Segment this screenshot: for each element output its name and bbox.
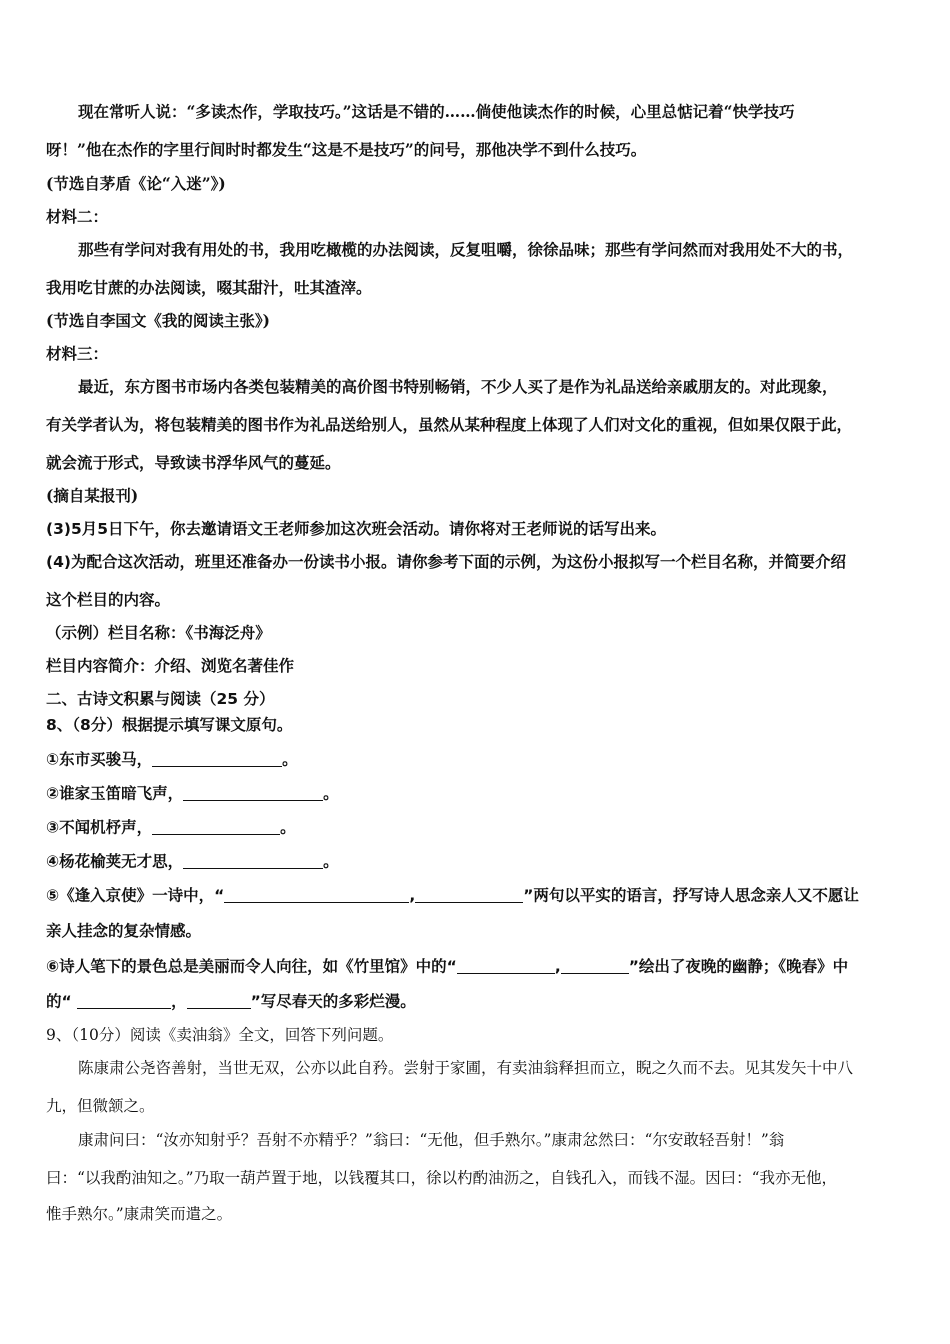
item-2-prompt: ②谁家玉笛暗飞声， (46, 784, 184, 803)
item-6-desc-2: ”写尽春天的多彩烂漫。 (250, 992, 416, 1011)
example-column-intro: 栏目内容简介：介绍、浏览名著佳作 (46, 657, 295, 675)
answer-blank[interactable] (561, 957, 629, 974)
question-8-item-6 (46, 957, 916, 976)
question-4-line1: (4)为配合这次活动，班里还准备办一份读书小报。请你参考下面的示例，为这份小报拟写一个栏目名称，并简要介绍 (46, 553, 846, 571)
question-4-line2: 这个栏目的内容。 (46, 591, 171, 609)
period: 。 (282, 750, 298, 769)
answer-blank[interactable] (77, 992, 171, 1009)
passage-p2-line2: 曰：“以我酌油知之。”乃取一葫芦置于地，以钱覆其口，徐以杓酌油沥之，自钱孔入，而钱不湿。因曰：“我亦无他， (46, 1169, 838, 1187)
passage-p1-line1: 陈康肃公尧咨善射，当世无双，公亦以此自矜。尝射于家圃，有卖油翁释担而立，睨之久而不去。见其发矢十中八 (78, 1059, 854, 1077)
answer-blank[interactable] (187, 992, 251, 1009)
question-8-item-6-cont (46, 992, 916, 1011)
question-8-item-5-cont: 亲人挂念的复杂情感。 (46, 922, 202, 940)
material2-source: (节选自李国文《我的阅读主张》) (46, 311, 270, 330)
answer-blank[interactable] (457, 957, 555, 974)
material2-para-line2: 我用吃甘蔗的办法阅读，啜其甜汁，吐其渣滓。 (46, 278, 372, 297)
material1-source: (节选自茅盾《论“入迷”》) (46, 174, 226, 193)
question-9-title: 9、（10分）阅读《卖油翁》全文，回答下列问题。 (46, 1026, 394, 1044)
material3-para-line1: 最近，东方图书市场内各类包装精美的高价图书特别畅销，不少人买了是作为礼品送给亲戚朋友的。对此现象， (78, 377, 838, 396)
comma: , (409, 886, 416, 905)
passage-p2-line1: 康肃问曰：“汝亦知射乎？吾射不亦精乎？”翁曰：“无他，但手熟尔。”康肃忿然曰：“尔安敢轻吾射！”翁 (78, 1131, 785, 1149)
item-6-prompt: ⑥诗人笔下的景色总是美丽而令人向往，如《竹里馆》中的“ (46, 957, 457, 976)
question-3: (3)5月5日下午，你去邀请语文王老师参加这次班会活动。请你将对王老师说的话写出来。 (46, 520, 667, 538)
material3-para-line3: 就会流于形式，导致读书浮华风气的蔓延。 (46, 453, 341, 472)
answer-blank[interactable] (152, 818, 280, 835)
period: 。 (280, 818, 296, 837)
comma: ， (171, 992, 187, 1011)
item-4-prompt: ④杨花榆荚无才思， (46, 852, 184, 871)
question-8-item-4 (46, 852, 916, 871)
comma: , (554, 957, 561, 976)
material3-source: (摘自某报刊) (46, 486, 139, 505)
question-8-item-3 (46, 818, 916, 837)
item-5-prompt: ⑤《逢入京使》一诗中，“ (46, 886, 225, 905)
period: 。 (323, 852, 339, 871)
item-1-prompt: ①东市买骏马， (46, 750, 153, 769)
material3-para-line2: 有关学者认为，将包装精美的图书作为礼品送给别人，虽然从某种程度上体现了人们对文化的重视，但如果仅限于此， (46, 415, 853, 434)
item-6-prefix: 的“ (46, 992, 78, 1011)
answer-blank[interactable] (224, 886, 409, 903)
material3-heading: 材料三： (46, 344, 109, 363)
answer-blank[interactable] (415, 886, 523, 903)
material2-heading: 材料二： (46, 207, 109, 226)
period: 。 (323, 784, 339, 803)
answer-blank[interactable] (183, 784, 323, 801)
passage-p1-line2: 九，但微颔之。 (46, 1097, 155, 1115)
item-6-desc: ”绘出了夜晚的幽静；《晚春》中 (628, 957, 849, 976)
example-column-name: （示例）栏目名称：《书海泛舟》 (46, 624, 271, 642)
item-3-prompt: ③不闻机杼声， (46, 818, 153, 837)
passage-p2-line3: 惟手熟尔。”康肃笑而遣之。 (46, 1205, 233, 1223)
material2-para-line1: 那些有学问对我有用处的书，我用吃橄榄的办法阅读，反复咀嚼，徐徐品味；那些有学问然而对我用处不大的书， (78, 240, 854, 259)
answer-blank[interactable] (152, 750, 282, 767)
material1-para-line1: 现在常听人说：“多读杰作，学取技巧。”这话是不错的……倘使他读杰作的时候，心里总惦记着“快学技巧 (78, 102, 795, 121)
answer-blank[interactable] (183, 852, 323, 869)
question-8-item-5 (46, 886, 916, 905)
question-8-title: 8、（8分）根据提示填写课文原句。 (46, 716, 293, 734)
material1-para-line2: 呀！”他在杰作的字里行间时时都发生“这是不是技巧”的问号，那他决学不到什么技巧。 (46, 140, 647, 159)
question-8-item-1 (46, 750, 916, 769)
item-5-desc: ”两句以平实的语言，抒写诗人思念亲人又不愿让 (523, 886, 859, 905)
question-8-item-2 (46, 784, 916, 803)
section-2-title: 二、古诗文积累与阅读（25 分） (46, 690, 275, 708)
